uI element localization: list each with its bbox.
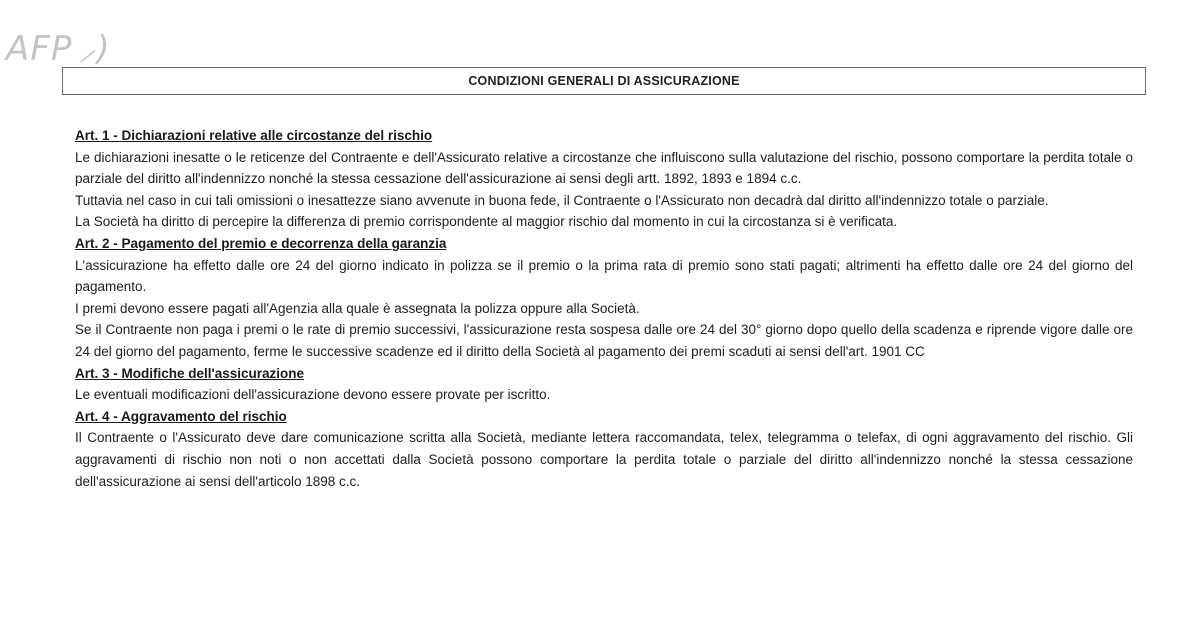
afp-swirl-icon: ⸝) (78, 29, 111, 69)
article-paragraph: La Società ha diritto di percepire la differenza di premio corrispondente al maggior rischio dal momento in cui la circostanza si è verificata. (75, 214, 898, 230)
article-heading: Art. 1 - Dichiarazioni relative alle circostanze del rischio (75, 128, 433, 143)
article-paragraph: Le dichiarazioni inesatte o le reticenze del Contraente e dell'Assicurato relative a circostanze che influiscono sulla valutazione del rischio, possono comportare la perdita totale o parziale del diritto all'indennizzo nonché la stessa cessazione dell'assicurazione ai sensi degli artt. 1892, 1893 e 1894 c.c. (75, 149, 1133, 187)
article-heading: Art. 3 - Modifiche dell'assicurazione (75, 365, 305, 381)
article-1 (75, 125, 1133, 233)
document-title-box (62, 67, 1146, 95)
document-title: CONDIZIONI GENERALI DI ASSICURAZIONE (468, 74, 740, 88)
article-paragraph: Tuttavia nel caso in cui tali omissioni o inesattezze siano avvenute in buona fede, il Contraente o l'Assicurato non decadrà dal diritto all'indennizzo totale o parziale. (75, 192, 1049, 208)
article-paragraph: Le eventuali modificazioni dell'assicurazione devono essere provate per iscritto. (75, 387, 551, 403)
article-4 (75, 406, 1133, 492)
article-heading: Art. 4 - Aggravamento del rischio (75, 408, 287, 424)
article-heading: Art. 2 - Pagamento del premio e decorrenza della garanzia (75, 235, 447, 251)
article-2 (75, 233, 1133, 363)
article-paragraph: Il Contraente o l'Assicurato deve dare comunicazione scritta alla Società, mediante lettera raccomandata, telex, telegramma o telefax, di ogni aggravamento del rischio. Gli aggravamenti di rischio non noti o non accettati dalla Società possono comportare la perdita totale o parziale del diritto all'indennizzo nonché la stessa cessazione dell'assicurazione ai sensi dell'articolo 1898 c.c. (75, 430, 1133, 489)
afp-watermark-logo (6, 24, 111, 70)
article-paragraph: I premi devono essere pagati all'Agenzia alla quale è assegnata la polizza oppure alla Società. (75, 300, 640, 316)
afp-watermark-text: AFP (6, 29, 73, 69)
document-body (75, 125, 1133, 492)
article-3 (75, 363, 1133, 406)
article-paragraph: L'assicurazione ha effetto dalle ore 24 del giorno indicato in polizza se il premio o la prima rata di premio sono stati pagati; altrimenti ha effetto dalle ore 24 del giorno del pagamento. (75, 257, 1133, 295)
article-paragraph: Se il Contraente non paga i premi o le rate di premio successivi, l'assicurazione resta sospesa dalle ore 24 del 30° giorno dopo quello della scadenza e riprende vigore dalle ore 24 del giorno del pagamento, ferme le successive scadenze ed il diritto della Società al pagamento dei premi scaduti ai sensi dell'art. 1901 CC (75, 322, 1133, 359)
